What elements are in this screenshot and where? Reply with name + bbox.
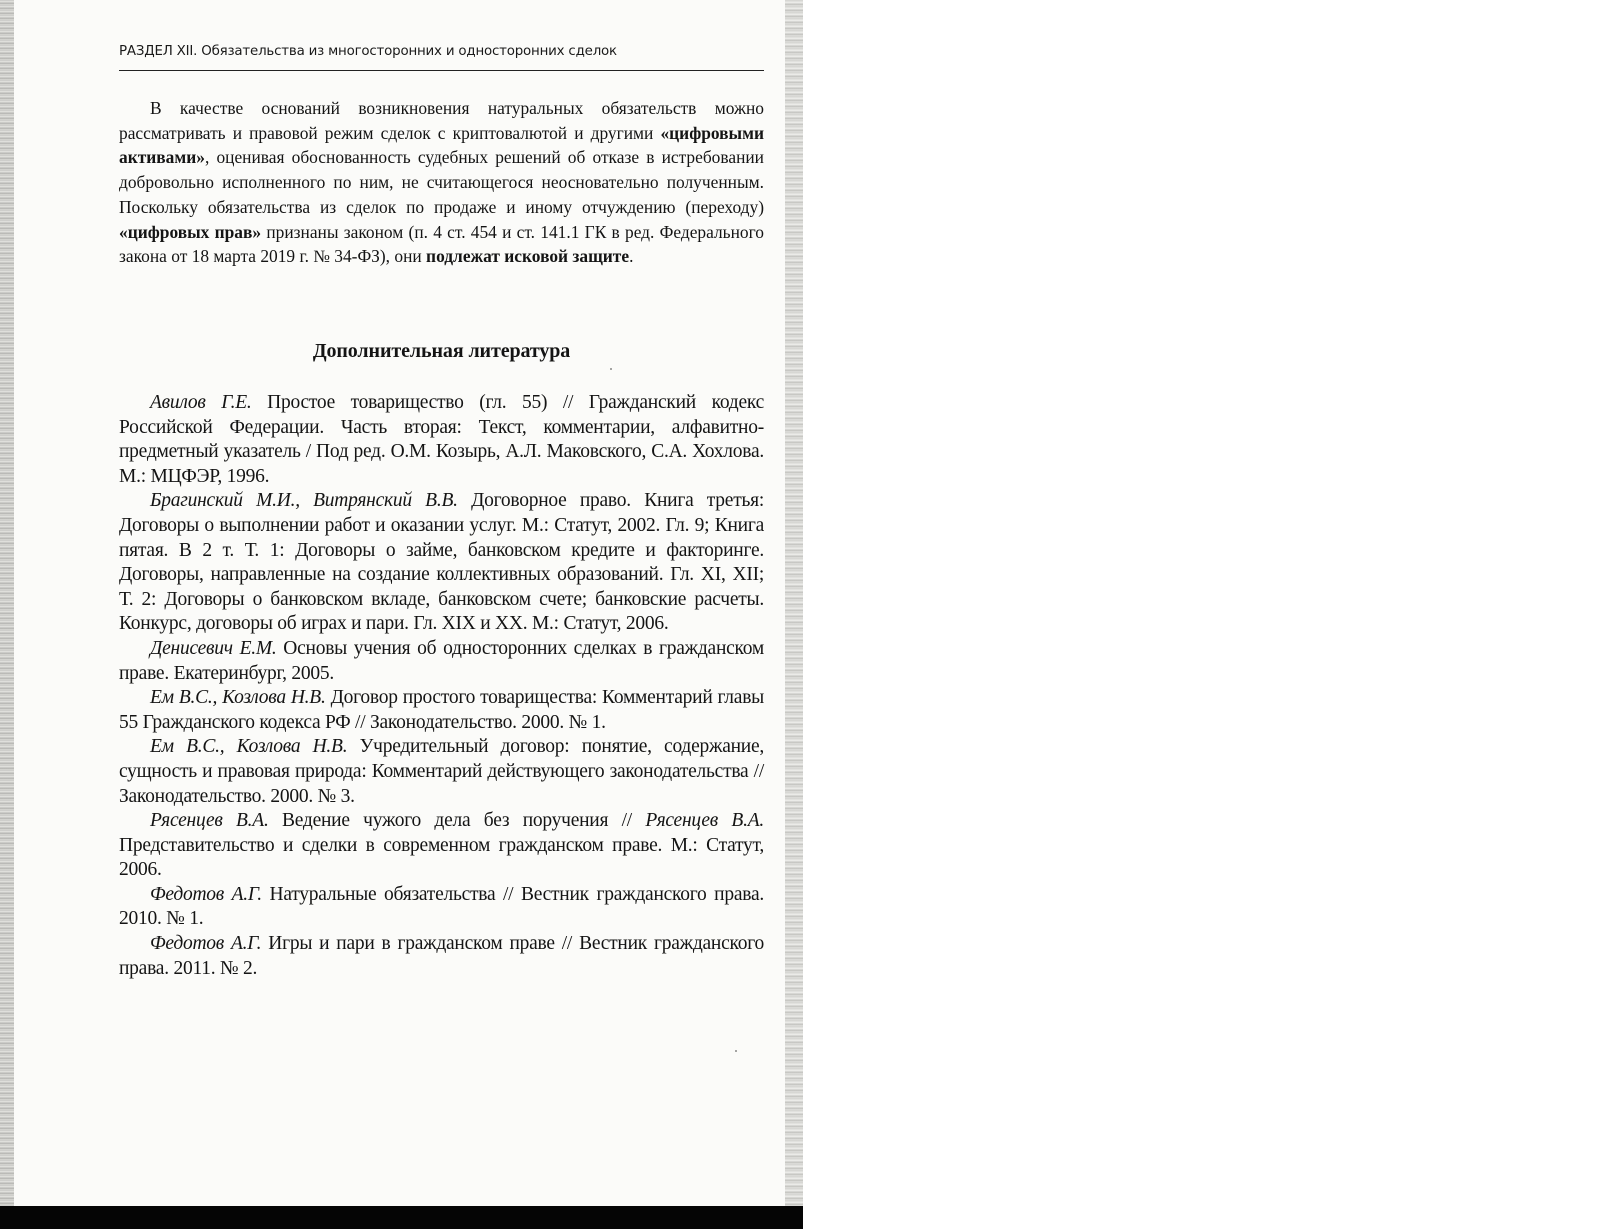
intro-paragraph: [119, 96, 764, 269]
bibliography-entry: [119, 883, 764, 932]
entry-text: Учредительный договор: понятие, содержание, сущность и правовая природа: Комментарий действующего законодательства // Законодательство. 2000. № 3.: [119, 736, 764, 807]
entry-text: Договор простого товарищества: Комментарий главы 55 Гражданского кодекса РФ // Законодательство. 2000. № 1.: [119, 687, 764, 733]
intro-bold-digital-assets: «цифровыми активами»: [119, 122, 764, 168]
bibliography-entry: [119, 809, 764, 883]
intro-text-3: признаны законом (п. 4 ст. 454 и ст. 141.1 ГК в ред. Федерального закона от 18 марта 2019 г. № 34-ФЗ), они: [119, 221, 764, 267]
bibliography-entry: [119, 932, 764, 981]
entry-text: Ведение чужого дела без поручения //: [268, 810, 646, 832]
bibliography-list: [119, 391, 764, 981]
entry-author: Денисевич Е.М.: [150, 637, 277, 659]
intro-bold-protection: подлежат исковой защите: [426, 246, 630, 267]
scan-bottom-border: [0, 1206, 803, 1229]
entry-author: Федотов А.Г.: [150, 883, 262, 905]
entry-author: Авилов Г.Е.: [150, 392, 252, 413]
bibliography-entry: [119, 391, 764, 489]
bibliography-entry: [119, 489, 764, 637]
entry-author-secondary: Рясенцев В.А.: [645, 810, 764, 832]
entry-author: Ем В.С., Козлова Н.В.: [150, 687, 326, 709]
entry-author: Рясенцев В.А.: [150, 810, 269, 832]
scan-speck: [735, 1050, 737, 1052]
bibliography-entry: [119, 686, 764, 735]
entry-text: Договорное право. Книга третья: Договоры о выполнении работ и оказании услуг. М.: Статут, 2002. Гл. 9; Книга пятая. В 2 т. Т. 1: Договоры о займе, банковском кредите и факторинге. Договоры, направленные на создание коллективных образований. Гл. XI, XII; Т. 2: Договоры о банковском вкладе, банковском счете; банковские расчеты. Конкурс, договоры об играх и пари. Гл. XIX и XX. М.: Статут, 2006.: [119, 490, 764, 635]
intro-text-4: .: [629, 246, 634, 267]
intro-text-2: , оценивая обоснованность судебных решений об отказе в истребовании добровольно исполненного по ним, не считающегося неосновательно полученным. Поскольку обязательства из сделок по продаже и иному отчуждению (переходу): [119, 147, 764, 217]
entry-text-secondary: Представительство и сделки в современном гражданском праве. М.: Статут, 2006.: [119, 834, 764, 881]
scan-right-edge-shadow: [785, 0, 803, 1229]
bibliography-entry: [119, 637, 764, 686]
intro-text-1: В качестве оснований возникновения натуральных обязательств можно рассматривать и правовой режим сделок с криптовалютой и другими: [119, 98, 764, 143]
entry-author: Федотов А.Г.: [150, 933, 262, 955]
intro-bold-digital-rights: «цифровых прав»: [119, 221, 262, 242]
entry-text: Натуральные обязательства // Вестник гражданского права. 2010. № 1.: [119, 883, 764, 930]
scan-speck: [610, 368, 612, 370]
entry-text: Игры и пари в гражданском праве // Вестник гражданского права. 2011. № 2.: [119, 933, 764, 979]
intro-paragraph-block: [119, 96, 764, 269]
entry-author: Брагинский М.И., Витрянский В.В.: [150, 490, 458, 512]
bibliography-entry: [119, 735, 764, 809]
running-head: РАЗДЕЛ XII. Обязательства из многосторонних и односторонних сделок: [119, 44, 617, 59]
entry-text: Основы учения об односторонних сделках в гражданском праве. Екатеринбург, 2005.: [119, 637, 764, 684]
header-rule: [119, 70, 764, 71]
section-title: Дополнительная литература: [312, 340, 571, 362]
entry-text: Простое товарищество (гл. 55) // Гражданский кодекс Российской Федерации. Часть вторая: Текст, комментарии, алфавитно-предметный указатель / Под ред. О.М. Козырь, А.Л. Маковского, С.А. Хохлова. М.: МЦФЭР, 1996.: [119, 392, 764, 487]
entry-author: Ем В.С., Козлова Н.В.: [150, 736, 348, 758]
scan-left-edge-shadow: [0, 0, 14, 1229]
